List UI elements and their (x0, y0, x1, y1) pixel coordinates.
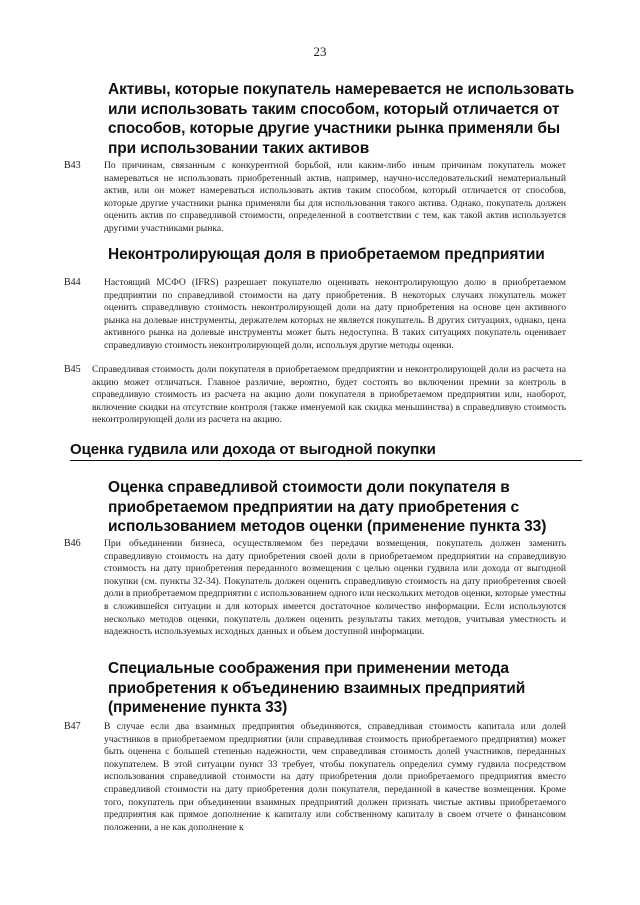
heading-non-controlling-interest: Неконтролирующая доля в приобретаемом предприятии (108, 246, 545, 263)
paragraph-b44: Настоящий МСФО (IFRS) разрешает покупателю оценивать неконтролирующую долю в приобретаемом предприятии по справедливой стоимости на дату приобретения. В некоторых случаях покупатель может оценить справедливую стоимость неконтролирующей доли на дату приобретения на основе цен активного рынка на долевые инструменты, держателем которых не является покупатель. В других ситуациях, однако, цена активного рынка на долевые инструменты может быть недоступна. В таких ситуациях покупатель оценивает справедливую стоимость неконтролирующей доли, используя другие методы оценки. (104, 277, 566, 351)
heading-fair-value-acquirer-interest: Оценка справедливой стоимости доли покупателя в приобретаемом предприятии на дату приобретения с использованием методов оценки (применение пункта 33) (108, 479, 547, 535)
paragraph-number-b45: B45 (64, 364, 81, 375)
paragraph-b45: Справедливая стоимость доли покупателя в приобретаемом предприятии и неконтролирующей доли из расчета на акцию может отличаться. Главное различие, вероятно, будет состоять во включении премии за контроль в справедливую стоимость из расчета на акцию доли покупателя в приобретаемом предприятии или, наоборот, включение скидки на отсутствие контроля (также именуемой как скидка меньшинства) в справедливую стоимость неконтролирующей доли из расчета на акцию. (92, 364, 566, 426)
paragraph-b46: При объединении бизнеса, осуществляемом без передачи возмещения, покупатель должен заменить справедливую стоимость на дату приобретения своей доли в приобретаемом предприятии на справедливую стоимость на дату приобретения переданного возмещения с целью оценки гудвила или дохода от выгодной покупки (см. пункты 32-34). Покупатель должен оценить справедливую стоимость на дату приобретения своей доли в приобретаемом предприятии с использованием одного или нескольких методов оценки, которые уместны в сложившейся ситуации и для которых имеется достаточное количество информации. Если используются несколько методов оценки, покупатель должен оценить результаты таких методов, учитывая уместность и надежность используемых исходных данных и объем доступной информации. (104, 538, 566, 638)
section-title-goodwill: Оценка гудвила или дохода от выгодной покупки (70, 441, 582, 461)
paragraph-number-b43: B43 (64, 160, 81, 171)
paragraph-b43: По причинам, связанным с конкурентной борьбой, или каким-либо иным причинам покупатель может намереваться не использовать приобретенный актив, например, научно-исследовательский нематериальный актив, или он может намереваться использовать актив таким способом, который отличается от способов, которые другие участники рынка применяли бы для использования такого актива. Однако, покупатель должен оценить актив по справедливой стоимости, определенной в соответствии с тем, как такой актив используется другими участниками рынка. (104, 160, 566, 234)
paragraph-number-b47: B47 (64, 721, 81, 732)
page-number: 23 (313, 44, 327, 59)
paragraph-number-b44: B44 (64, 277, 81, 288)
heading-unused-assets: Активы, которые покупатель намеревается не использовать или использовать таким способом, который отличается от способов, которые другие участники рынка применяли бы при использовании таких активов (108, 81, 575, 157)
paragraph-number-b46: B46 (64, 538, 81, 549)
paragraph-b47: В случае если два взаимных предприятия объединяются, справедливая стоимость капитала или долей участников в приобретаемом предприятии (или справедливая стоимость приобретаемого предприятия) может быть оценена с большей степенью надежности, чем справедливая стоимость долей участников, переданных покупателем. В этой ситуации пункт 33 требует, чтобы покупатель определил сумму гудвила посредством использования справедливой стоимости на дату приобретения доли приобретаемого предприятия вместо справедливой стоимости на дату приобретения доли покупателя, переданной в качестве возмещения. Кроме того, покупатель при объединении взаимных предприятий должен признать чистые активы приобретаемого предприятия как прямое дополнение к капиталу или собственному капиталу в своем отчете о финансовом положении, а не как дополнение к (104, 721, 566, 833)
heading-mutual-entities: Специальные соображения при применении метода приобретения к объединению взаимных предприятий (применение пункта 33) (108, 660, 526, 716)
